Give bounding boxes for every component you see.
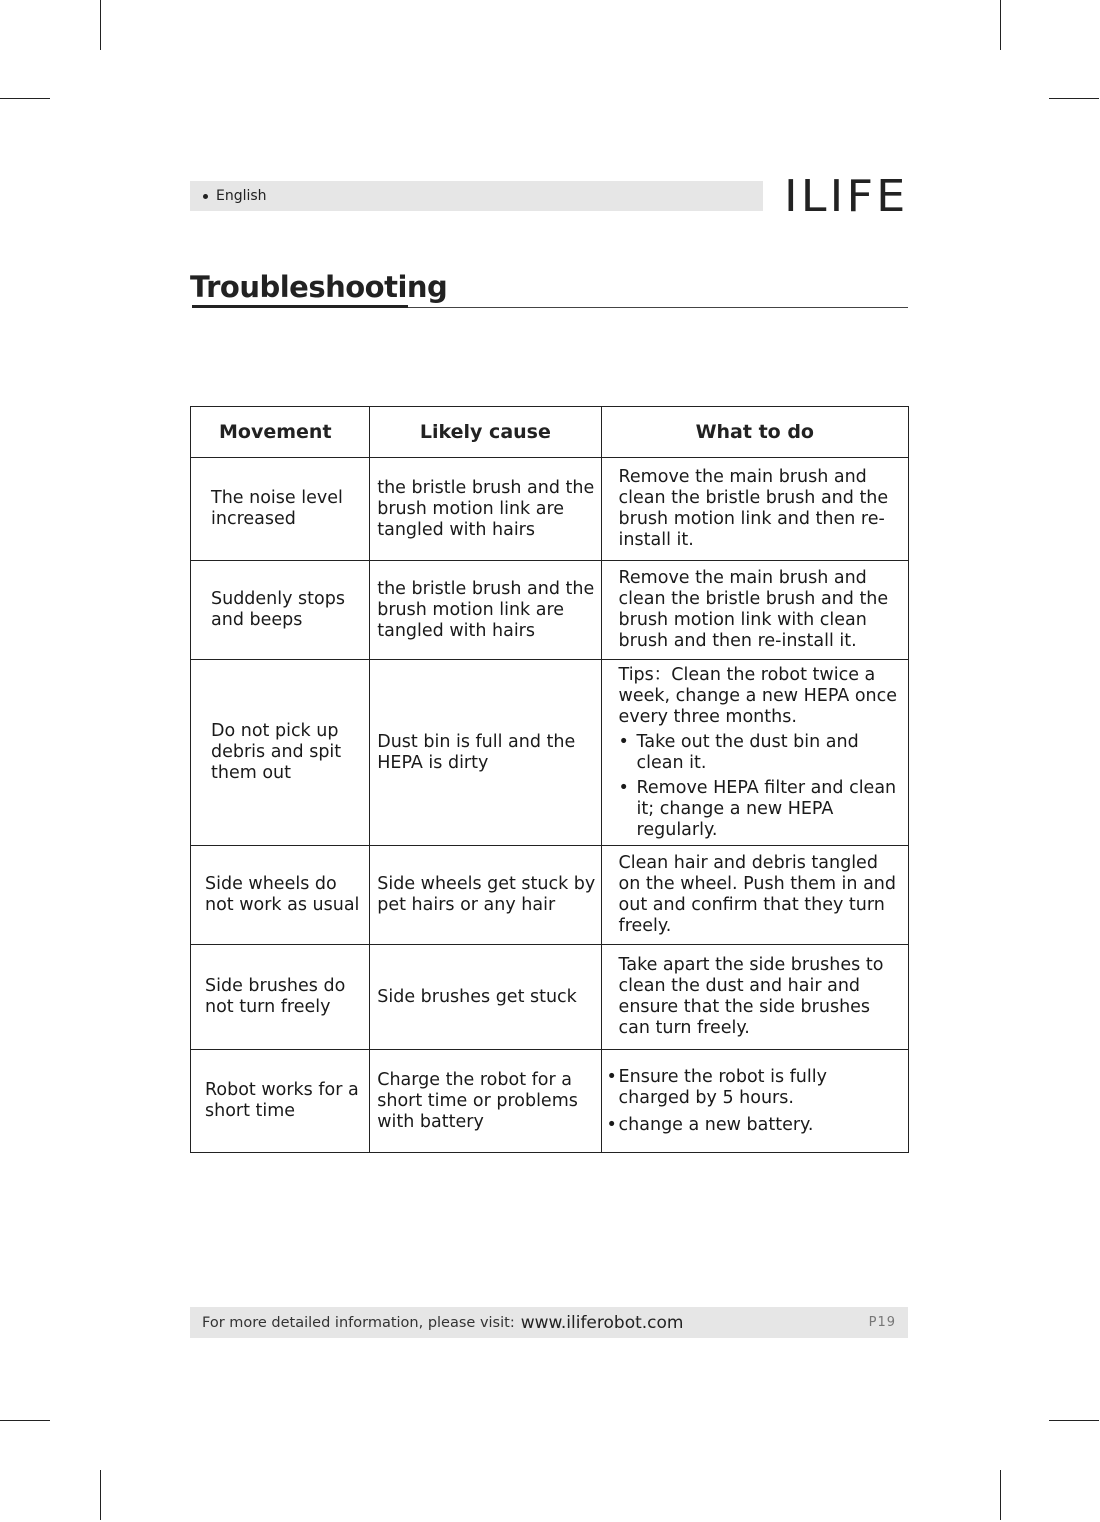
movement-cell: The noise level increased — [191, 458, 370, 561]
action-cell: Take apart the side brushes to clean the dust and hair and ensure that the side brushes can turn freely. — [601, 945, 908, 1050]
header-likely-cause: Likely cause — [370, 407, 601, 458]
table-row — [191, 660, 909, 846]
table-row — [191, 846, 909, 945]
movement-cell: Side brushes do not turn freely — [191, 945, 370, 1050]
table-row — [191, 1050, 909, 1153]
movement-cell: Robot works for a short time — [191, 1050, 370, 1153]
crop-mark — [1000, 0, 1001, 50]
action-cell: Clean hair and debris tangled on the wheel. Push them in and out and confirm that they turn freely. — [601, 846, 908, 945]
crop-mark — [1049, 98, 1099, 99]
crop-mark — [0, 98, 50, 99]
crop-mark — [100, 1470, 101, 1520]
action-cell — [601, 660, 908, 846]
crop-mark — [0, 1420, 50, 1421]
table-row — [191, 458, 909, 561]
list-item — [606, 1066, 902, 1109]
bullet-icon: • — [606, 1066, 617, 1087]
brand-logo: ILIFE — [784, 171, 909, 222]
troubleshooting-table — [190, 406, 909, 1153]
table-row — [191, 945, 909, 1050]
table-row — [191, 561, 909, 660]
list-item — [619, 732, 902, 774]
movement-cell: Do not pick up debris and spit them out — [191, 660, 370, 846]
language-label: English — [216, 188, 267, 204]
action-cell: Remove the main brush and clean the bristle brush and the brush motion link and then re-install it. — [601, 458, 908, 561]
action-cell: Remove the main brush and clean the bristle brush and the brush motion link with clean brush and then re-install it. — [601, 561, 908, 660]
crop-mark — [1000, 1470, 1001, 1520]
bullet-text: Ensure the robot is fully charged by 5 hours. — [618, 1066, 827, 1108]
cause-cell: Dust bin is full and the HEPA is dirty — [370, 660, 601, 846]
crop-mark — [100, 0, 101, 50]
header-movement: Movement — [191, 407, 370, 458]
header-what-to-do: What to do — [601, 407, 908, 458]
page-number: P19 — [868, 1315, 896, 1330]
cause-cell: the bristle brush and the brush motion link are tangled with hairs — [370, 458, 601, 561]
cause-cell: Side brushes get stuck — [370, 945, 601, 1050]
bullet-text: Remove HEPA filter and clean it; change a new HEPA regularly. — [636, 777, 897, 840]
footer-text: For more detailed information, please visit: — [202, 1314, 515, 1331]
list-item — [619, 778, 902, 841]
cause-cell: the bristle brush and the brush motion link are tangled with hairs — [370, 561, 601, 660]
footer-bar — [190, 1307, 908, 1338]
bullet-icon: • — [618, 777, 629, 798]
bullet-icon — [203, 194, 208, 199]
bullet-text: change a new battery. — [618, 1114, 814, 1135]
page-title: Troubleshooting — [190, 270, 448, 304]
bullet-icon: • — [618, 731, 629, 752]
cause-cell: Charge the robot for a short time or problems with battery — [370, 1050, 601, 1153]
title-underline — [192, 305, 408, 308]
language-bar — [190, 181, 763, 211]
cause-cell: Side wheels get stuck by pet hairs or any hair — [370, 846, 601, 945]
movement-cell: Side wheels do not work as usual — [191, 846, 370, 945]
website-link[interactable]: www.iliferobot.com — [520, 1312, 684, 1333]
movement-cell: Suddenly stops and beeps — [191, 561, 370, 660]
bullet-text: Take out the dust bin and clean it. — [636, 731, 859, 773]
title-rule — [408, 307, 908, 308]
table-header-row — [191, 407, 909, 458]
tips-text: Tips：Clean the robot twice a week, change a new HEPA once every three months. — [618, 664, 898, 727]
crop-mark — [1049, 1420, 1099, 1421]
list-item — [606, 1114, 902, 1136]
bullet-icon: • — [606, 1114, 617, 1135]
action-cell — [601, 1050, 908, 1153]
